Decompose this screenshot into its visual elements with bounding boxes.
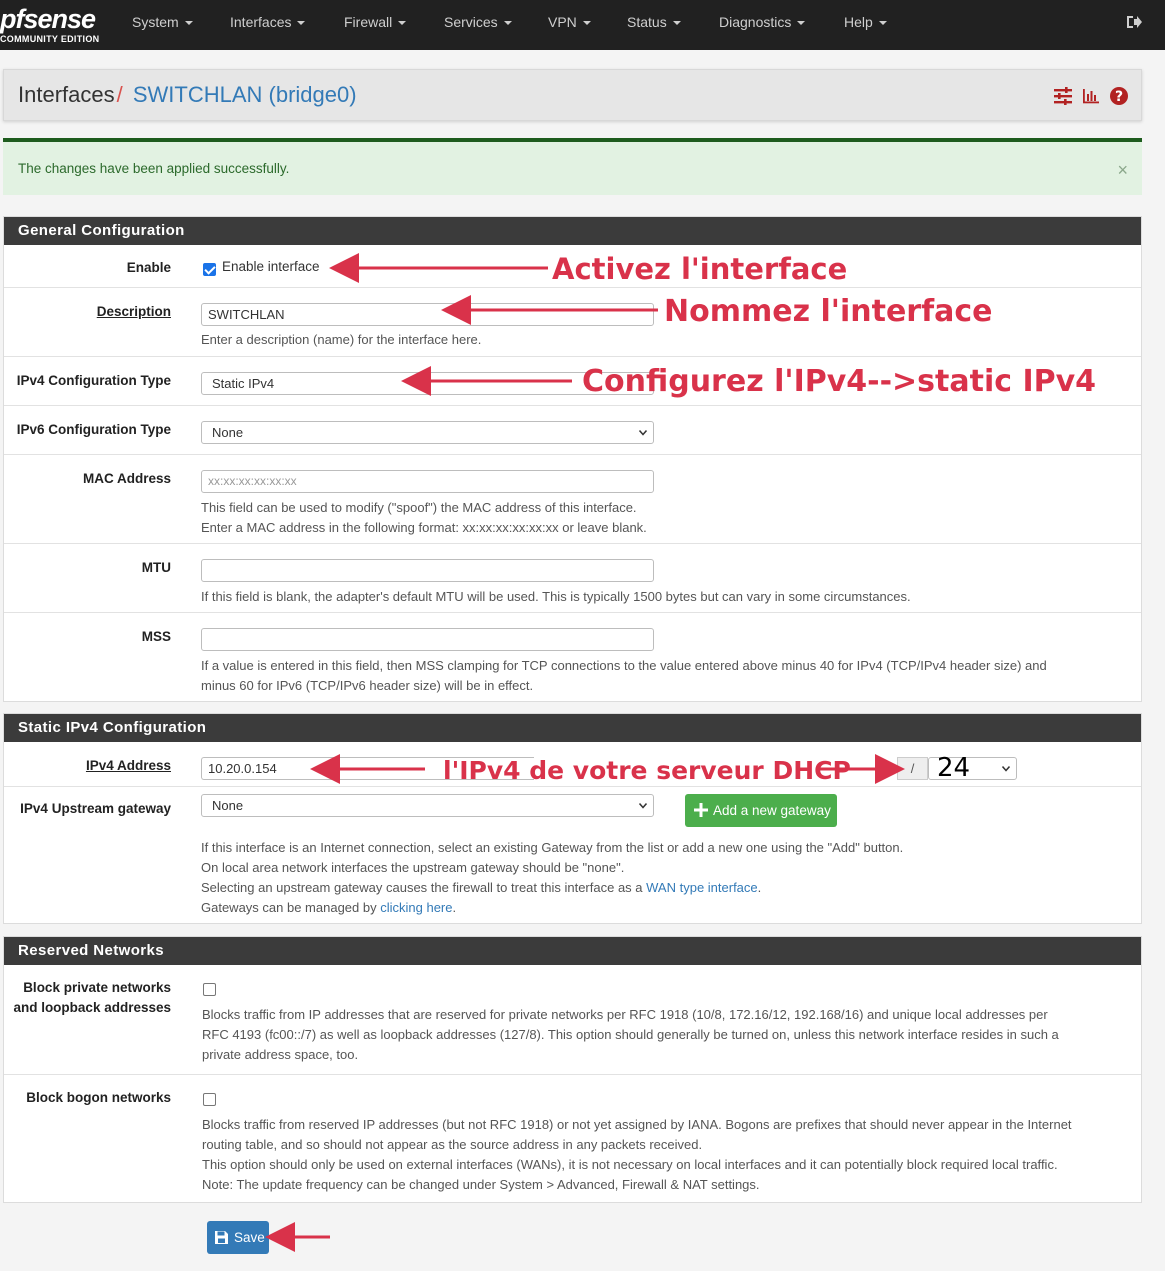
mac-help-2: Enter a MAC address in the following format: xx:xx:xx:xx:xx:xx or leave blank. <box>201 520 647 535</box>
gateway-help-4-end: . <box>452 900 457 915</box>
mtu-help: If this field is blank, the adapter's default MTU will be used. This is typically 1500 bytes but can vary in some circumstances. <box>201 589 911 604</box>
gateway-help-3-end: . <box>757 880 762 895</box>
nav-interfaces-label: Interfaces <box>230 14 292 30</box>
mss-help-1: If a value is entered in this field, then MSS clamping for TCP connections to the value entered above minus 40 for IPv4 (TCP/IPv4 header size) and <box>201 658 1047 673</box>
enable-checkbox-label[interactable]: Enable interface <box>222 259 320 274</box>
block-bogon-help-1: Blocks traffic from reserved IP addresses (but not RFC 1918) or not yet assigned by IANA. Bogons are prefixes that should never appear in the Internet <box>202 1117 1072 1132</box>
description-label[interactable]: Description <box>96 304 171 319</box>
logo-subtitle: COMMUNITY EDITION <box>0 34 100 44</box>
gateway-help-2: On local area network interfaces the upstream gateway should be "none". <box>201 860 625 875</box>
nav-firewall-label: Firewall <box>344 14 393 30</box>
ipv4-type-label: IPv4 Configuration Type <box>16 373 171 388</box>
logo-pf: pf <box>0 4 24 34</box>
enable-label: Enable <box>126 260 171 275</box>
block-private-help-3: private address space, too. <box>202 1047 359 1062</box>
mac-help-1: This field can be used to modify ("spoof") the MAC address of this interface. <box>201 500 637 515</box>
nav-status-label: Status <box>627 14 667 30</box>
clicking-here-link[interactable]: clicking here <box>380 900 453 915</box>
description-help: Enter a description (name) for the interface here. <box>201 332 482 347</box>
nav-services-label: Services <box>444 14 498 30</box>
panel-title: Reserved Networks <box>4 937 1141 965</box>
nav-diagnostics-label: Diagnostics <box>719 14 792 30</box>
breadcrumb-separator: / <box>116 82 123 107</box>
nav-vpn-label: VPN <box>548 14 577 30</box>
annotation-enable: Activez l'interface <box>552 252 848 286</box>
logo-sense: sense <box>23 4 96 34</box>
ipv6-type-label: IPv6 Configuration Type <box>16 422 171 437</box>
gateway-help-4-text: Gateways can be managed by <box>201 900 377 915</box>
mss-help-2: minus 60 for IPv6 (TCP/IPv6 header size) will be in effect. <box>201 678 534 693</box>
description-input[interactable]: SWITCHLAN <box>201 303 654 326</box>
block-bogon-help-3: This option should only be used on external interfaces (WANs), it is not necessary on local interfaces and it can potentially block required local traffic. <box>202 1157 1058 1172</box>
panel-title: Static IPv4 Configuration <box>4 714 1141 742</box>
gateway-label: IPv4 Upstream gateway <box>20 801 171 816</box>
ipv4-address-label[interactable]: IPv4 Address <box>85 758 171 773</box>
save-label: Save <box>234 1230 265 1245</box>
mss-label: MSS <box>141 629 171 644</box>
mtu-label: MTU <box>141 560 171 575</box>
nav-system-label: System <box>132 14 179 30</box>
panel-title: General Configuration <box>4 217 1141 245</box>
svg-text:?: ? <box>1114 89 1124 105</box>
mac-input[interactable]: xx:xx:xx:xx:xx:xx <box>201 470 654 493</box>
wan-type-link[interactable]: WAN type interface <box>646 880 758 895</box>
block-bogon-label: Block bogon networks <box>26 1090 171 1105</box>
gateway-help-1: If this interface is an Internet connection, select an existing Gateway from the list or add a new one using the "Add" button. <box>201 840 904 855</box>
annotation-ipv4: Configurez l'IPv4-->static IPv4 <box>582 364 1097 399</box>
cidr-slash: / <box>897 757 928 780</box>
ipv4-address-input[interactable]: 10.20.0.154 <box>201 757 534 780</box>
block-private-help-2: RFC 4193 (fc00::/7) as well as loopback addresses (127/8). This option should generally be turned on, unless this network interface resides in such a <box>202 1027 1059 1042</box>
block-bogon-help-2: routing table, and so should not appear as the source address in any packets received. <box>202 1137 703 1152</box>
breadcrumb-current[interactable]: SWITCHLAN (bridge0) <box>132 82 357 107</box>
block-private-help-1: Blocks traffic from IP addresses that are reserved for private networks per RFC 1918 (10/8, 172.16/12, 192.168/16) and unique local addresses per <box>202 1007 1048 1022</box>
block-private-label-2: and loopback addresses <box>13 1000 171 1015</box>
gateway-help-3-text: Selecting an upstream gateway causes the firewall to treat this interface as a <box>201 880 643 895</box>
cidr-value: 24 <box>937 753 971 783</box>
annotation-dhcp: l'IPv4 de votre serveur DHCP <box>443 756 851 785</box>
alert-message: The changes have been applied successfully. <box>18 161 290 176</box>
gateway-value: None <box>212 798 244 813</box>
nav-help-label: Help <box>844 14 873 30</box>
close-icon[interactable]: × <box>1117 160 1128 180</box>
ipv4-type-select[interactable]: Static IPv4 <box>201 372 654 395</box>
breadcrumb-root[interactable]: Interfaces <box>18 82 115 107</box>
block-bogon-help-4: Note: The update frequency can be changed under System > Advanced, Firewall & NAT settings. <box>202 1177 760 1192</box>
ipv6-type-value: None <box>212 425 244 440</box>
block-private-label-1: Block private networks <box>23 980 171 995</box>
mac-label: MAC Address <box>82 471 171 486</box>
annotation-name: Nommez l'interface <box>664 294 993 329</box>
add-gateway-label: Add a new gateway <box>713 803 831 818</box>
